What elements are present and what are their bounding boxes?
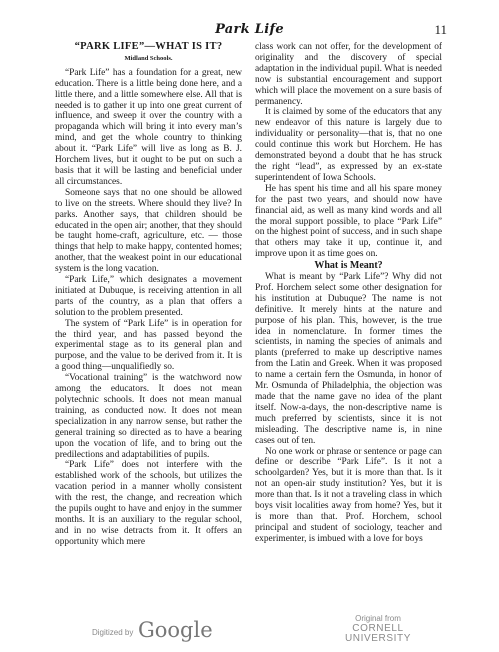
- paragraph: He has spent his time and all his spare money for the past two years, and should now have financial aid, as well as many kind words and all the moral support possible, to place “Park Life” on the highest point of success, and in such shape that others may take it up, continue it, and improve upon it as time goes on.: [255, 183, 442, 260]
- paragraph: What is meant by “Park Life”? Why did not Prof. Horchem select some other designation for his institution at Dubuque? The name is not definitive. It merely hints at the nature and purpose of his plan. This, however, is the true idea in nomenclature. In former times the scientists, in naming the species of animals and plants (preferred to make up descriptive names from the Latin and Greek. When it was proposed to name a certain fern the Osmunda, in honor of Mr. Osmunda of Philadelphia, the objection was made that the name gave no idea of the plant itself. Now-a-days, the non-descriptive name is much preferred by scientists, since it is not misleading. The descriptive name is, in nine cases out of ten.: [255, 272, 442, 446]
- page-number: 11: [434, 22, 447, 37]
- subheading: What is Meant?: [314, 260, 383, 272]
- library-name: CORNELL UNIVERSITY: [344, 623, 411, 644]
- article-source: Midland Schools.: [124, 54, 173, 62]
- paragraph: Someone says that no one should be allowed to live on the streets. Where should they live? In parks. Another says, that children should be educated in the open air; another, that they should be taught home-craft, agriculture, etc. — those things that help to make happy, contented homes; another, that the weakest point in our educational system is the long vacation.: [55, 187, 242, 275]
- original-source: [318, 614, 438, 644]
- right-column: [255, 42, 442, 545]
- paragraph: “Park Life,” which designates a movement initiated at Dubuque, is receiving attention in all parts of the country, as a plan that offers a solution to the problem presented.: [55, 275, 242, 318]
- digitization-footer: [0, 612, 499, 646]
- paragraph: The system of “Park Life” is in operation for the third year, and has passed beyond the experimental stage as to its general plan and purpose, and the value to be derived from it. It is a good thing—unqualifiedly so.: [55, 318, 242, 373]
- running-head: [52, 22, 447, 40]
- paragraph: “Park Life” has a foundation for a great, new education. There is a little being done here, and a little there, and a little somewhere else. All that is needed is to gather it up into one great current of influence, and sweep it over the country with a propaganda which will bring it into every man’s mind, and get the whole country to thinking about it. “Park Life” will live as long as B. J. Horchem lives, but it ought to be put on such a basis that it will be lasting and beneficial under all circumstances.: [55, 67, 242, 187]
- left-column: [55, 42, 242, 548]
- article-title: “PARK LIFE”—WHAT IS IT?: [74, 41, 223, 52]
- digitized-by-label: Digitized by: [92, 628, 134, 637]
- paragraph: It is claimed by some of the educators that any new endeavor of this nature is largely due to individuality or personality—that is, that no one could continue this work but Horchem. He has demonstrated beyond a doubt that he has struck the right “lead”, as expressed by an ex-state superintendent of Iowa Schools.: [255, 107, 442, 183]
- original-from-label: Original from: [355, 614, 401, 623]
- paragraph: “Park Life” does not interfere with the established work of the schools, but utilizes the vacation period in a manner wholly consistent with the rest, the change, and recreation which the pupils ought to have and enjoy in the summer months. It is an auxiliary to the regular school, and in no wise detracts from it. It offers an opportunity which mere: [55, 460, 242, 547]
- google-logo: Google: [138, 618, 213, 642]
- paragraph: No one work or phrase or sentence or page can define or describe “Park Life”. Is it not a schoolgarden? Yes, but it is more than that. Is it not an open-air study institution? Yes, but it is more than that. Is it not a traveling class in which boys visit localities away from home? Yes, but it is more than that. Prof. Horchem, school principal and student of sociology, teacher and experimenter, is imbued with a love for boys: [255, 446, 442, 544]
- paragraph: “Vocational training” is the watchword now among the educators. It does not mean polytechnic schools. It does not mean manual training, as conducted now. It does not mean specialization in any narrow sense, but rather the general training so directed as to have a bearing upon the vocation of life, and to bring out the predilections and adaptabilities of pupils.: [55, 373, 242, 460]
- running-title: Park Life: [215, 22, 284, 37]
- paragraph-continuation: class work can not offer, for the development of originality and the discovery of special adaptation in the individual pupil. What is needed now is substantial encouragement and support which will place the movement on a sure basis of permanency.: [255, 42, 442, 107]
